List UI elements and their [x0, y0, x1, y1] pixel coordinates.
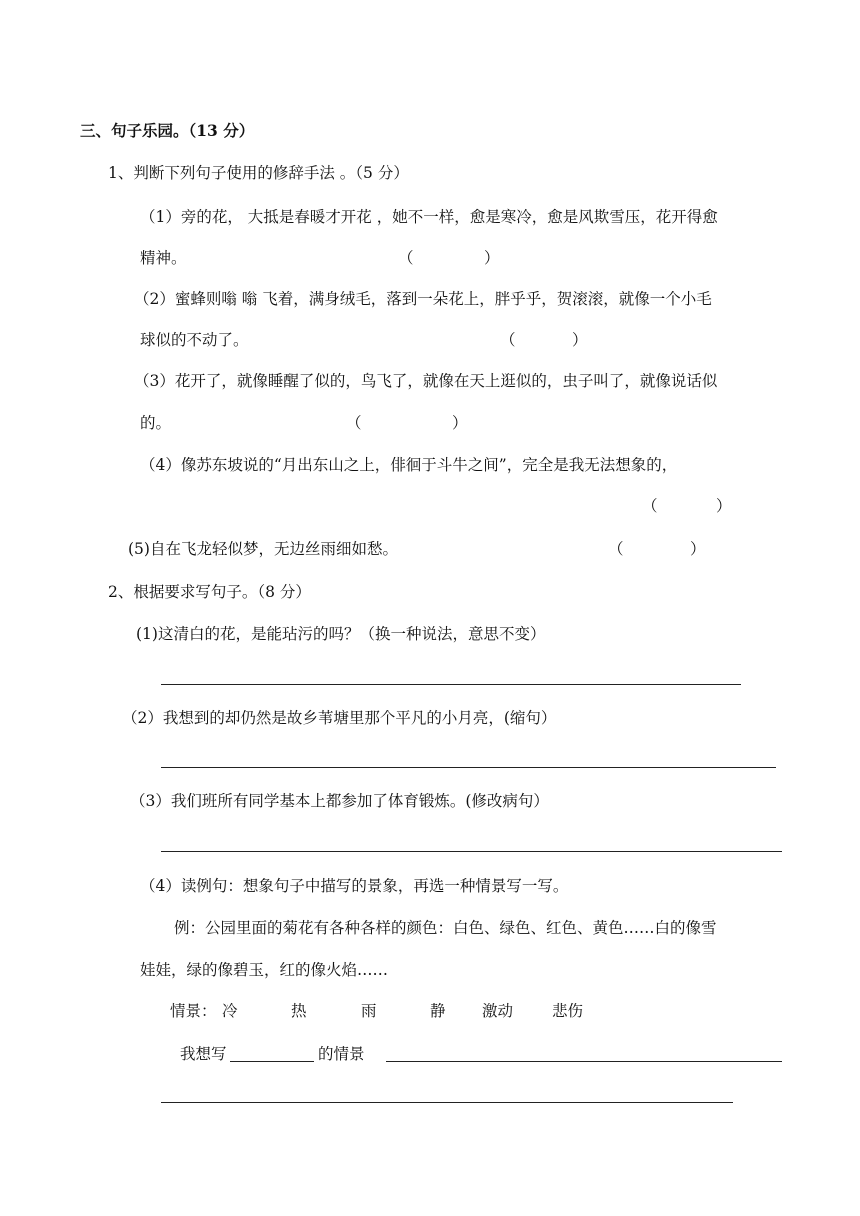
example-line2: 娃娃，绿的像碧玉，红的像火焰…… [140, 961, 389, 979]
section-title: 三、句子乐园。（13 分） [80, 121, 255, 140]
scene-writing-line-2[interactable] [161, 1102, 733, 1103]
scenes-label: 情景： [170, 1002, 217, 1020]
scene-quiet: 静 [430, 1002, 446, 1020]
q1-item-3-answer-close: ） [452, 414, 468, 432]
q2-item-1: (1)这清白的花，是能玷污的吗？（换一种说法，意思不变） [136, 625, 546, 643]
scene-hot: 热 [291, 1002, 307, 1020]
scene-writing-line-1[interactable] [386, 1061, 782, 1062]
q1-item-4-line1: （4）像苏东坡说的“月出东山之上，俳徊于斗牛之间”，完全是我无法想象的， [140, 456, 678, 474]
scene-excited: 激动 [482, 1002, 514, 1020]
q1-item-5-answer-close: ） [690, 540, 706, 558]
q1-item-2-answer-close: ） [572, 331, 588, 349]
scene-sad: 悲伤 [552, 1002, 584, 1020]
q1-item-1-answer-open: （ [398, 249, 414, 267]
q2-item-1-answer-line[interactable] [161, 684, 741, 685]
write-prefix: 我想写 [180, 1045, 227, 1063]
scene-cold: 冷 [222, 1002, 238, 1020]
q1-item-5-line1: (5)自在飞龙轻似梦，无边丝雨细如愁。 [128, 540, 398, 558]
q2-heading: 2、根据要求写句子。（8 分） [108, 583, 311, 601]
q1-item-5-answer-open: （ [608, 540, 624, 558]
q1-item-2-line1: （2）蜜蜂则嗡 嗡 飞着，满身绒毛，落到一朵花上，胖乎乎，贺滚滚，就像一个小毛 [134, 290, 712, 308]
q1-item-1-answer-close: ） [484, 249, 500, 267]
scene-rain: 雨 [361, 1002, 377, 1020]
q1-item-2-answer-open: （ [500, 331, 516, 349]
q2-item-3-answer-line[interactable] [161, 851, 782, 852]
q1-item-4-answer-close: ） [716, 497, 732, 515]
q1-item-3-line1: （3）花开了，就像睡醒了似的，鸟飞了，就像在天上逛似的，虫子叫了，就像说话似 [134, 372, 718, 390]
write-suffix: 的情景 [318, 1045, 365, 1063]
q2-item-4: （4）读例句：想象句子中描写的景象，再选一种情景写一写。 [140, 877, 569, 895]
q1-item-1-line2: 精神。 [140, 249, 187, 267]
q1-item-4-answer-open: （ [642, 497, 658, 515]
q1-item-3-line2: 的。 [140, 414, 172, 432]
example-line1: 例：公园里面的菊花有各种各样的颜色：白色、绿色、红色、黄色……白的像雪 [174, 919, 717, 937]
q1-item-1-line1: （1）旁的花， 大抵是春暖才开花 ，她不一样，愈是寒冷，愈是风欺雪压，花开得愈 [140, 208, 718, 226]
q1-item-2-line2: 球似的不动了。 [140, 331, 249, 349]
q1-item-3-answer-open: （ [346, 414, 362, 432]
q2-item-2-answer-line[interactable] [161, 767, 776, 768]
q2-item-2: （2）我想到的却仍然是故乡苇塘里那个平凡的小月亮，(缩句） [122, 709, 557, 727]
q1-heading: 1、判断下列句子使用的修辞手法 。（5 分） [108, 164, 409, 182]
scene-choice-blank[interactable] [230, 1061, 314, 1062]
q2-item-3: （3）我们班所有同学基本上都参加了体育锻炼。(修改病句） [130, 792, 549, 810]
